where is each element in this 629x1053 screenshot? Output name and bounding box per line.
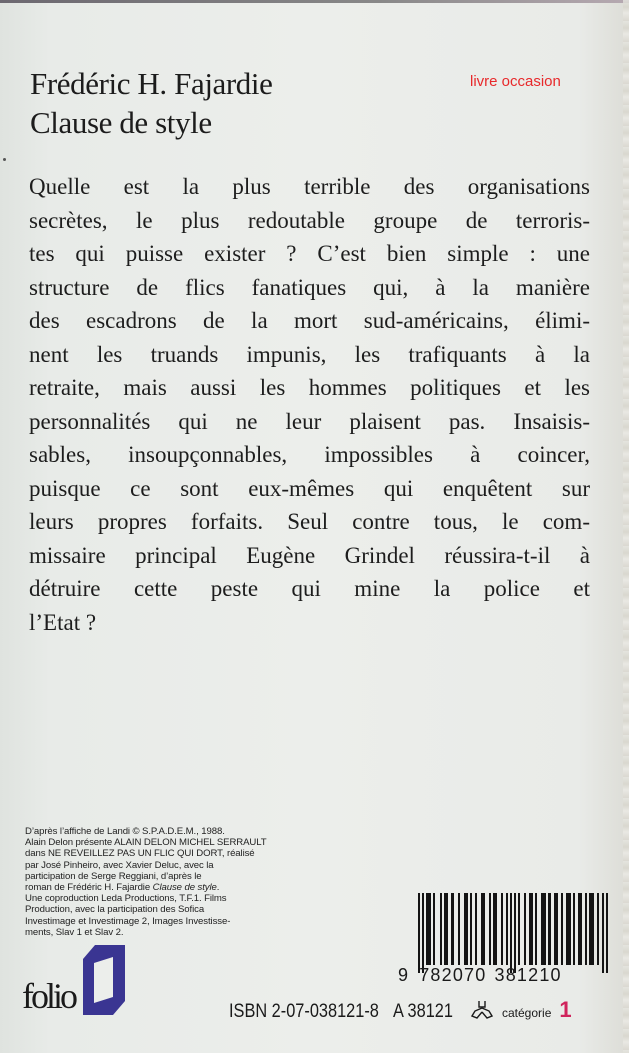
credits-line: ments, Slav 1 et Slav 2. — [25, 926, 124, 938]
blurb-line: personnalités qui ne leur plaisent pas. Insaisis- — [29, 408, 590, 434]
blurb-line: des escadrons de la mort sud-américains, élimi- — [29, 308, 590, 333]
credits-line: Alain Delon présente ALAIN DELON MICHEL SERRAULT — [25, 837, 267, 849]
folio-logo-text: folio — [22, 976, 75, 1016]
blurb-line: secrètes, le plus redoutable groupe de terroris- — [29, 207, 590, 233]
credits-line — [25, 882, 305, 893]
blurb-line: puisque ce sont eux-mêmes qui enquêtent sur — [29, 475, 590, 501]
category-symbol-icon — [471, 1000, 493, 1020]
book-title: Clause de style — [30, 105, 212, 140]
credits-line: dans NE REVEILLEZ PAS UN FLIC QUI DORT, réalisé — [25, 848, 255, 860]
barcode-number — [398, 965, 562, 986]
credits-text: . — [216, 882, 220, 894]
cover-top-edge — [0, 0, 629, 3]
author-name: Frédéric H. Fajardie — [30, 66, 273, 101]
isbn-row — [229, 997, 572, 1023]
credits-line: par José Pinheiro, avec Xavier Deluc, avec la — [25, 859, 214, 871]
blurb-line: sables, insoupçonnables, impossibles à coincer, — [29, 442, 590, 467]
seller-watermark: livre occasion — [470, 73, 561, 90]
folio-logo-icon — [83, 945, 125, 1015]
blurb-line: structure de flics fanatiques qui, à la manière — [29, 274, 590, 300]
blurb-line: l’Etat ? — [29, 609, 97, 635]
category-label: catégorie — [502, 1006, 552, 1020]
isbn-number: ISBN 2-07-038121-8 — [229, 1001, 379, 1022]
blurb-line: missaire principal Eugène Grindel réussira-t-il à — [29, 542, 590, 568]
blurb-line: leurs propres forfaits. Seul contre tous, le com- — [29, 509, 590, 534]
blurb-line: nent les truands impunis, les trafiquants à la — [29, 341, 590, 367]
credits-line: Une coproduction Leda Productions, T.F.1. Films — [25, 893, 227, 905]
blurb-text — [29, 170, 590, 639]
category-number: 1 — [559, 997, 572, 1022]
barcode-icon — [418, 893, 613, 973]
catalog-code: A 38121 — [393, 1001, 453, 1022]
blurb-line: retraite, mais aussi les hommes politiques et les — [29, 375, 590, 400]
credits-line: participation de Serge Reggiani, d’après le — [25, 870, 202, 882]
print-speck — [3, 158, 6, 161]
cover-credits — [25, 826, 305, 938]
credits-line: D’après l’affiche de Landi © S.P.A.D.E.M., 1988. — [25, 826, 225, 837]
barcode-lead-digit: 9 — [398, 965, 410, 985]
barcode-right-group: 381210 — [494, 965, 562, 985]
blurb-line: Quelle est la plus terrible des organisations — [29, 174, 590, 199]
blurb-line: tes qui puisse exister ? C’est bien simple : une — [29, 241, 590, 266]
credits-text: roman de Frédéric H. Fajardie — [25, 882, 153, 894]
cover-right-edge — [623, 0, 629, 1053]
credits-book-title: Clause de style — [152, 882, 217, 894]
barcode-left-group: 782070 — [419, 965, 487, 985]
credits-line: Investimage et Investimage 2, Images Investisse- — [25, 915, 231, 927]
credits-line: Production, avec la participation des Sofica — [25, 904, 205, 916]
blurb-line: détruire cette peste qui mine la police et — [29, 576, 590, 601]
